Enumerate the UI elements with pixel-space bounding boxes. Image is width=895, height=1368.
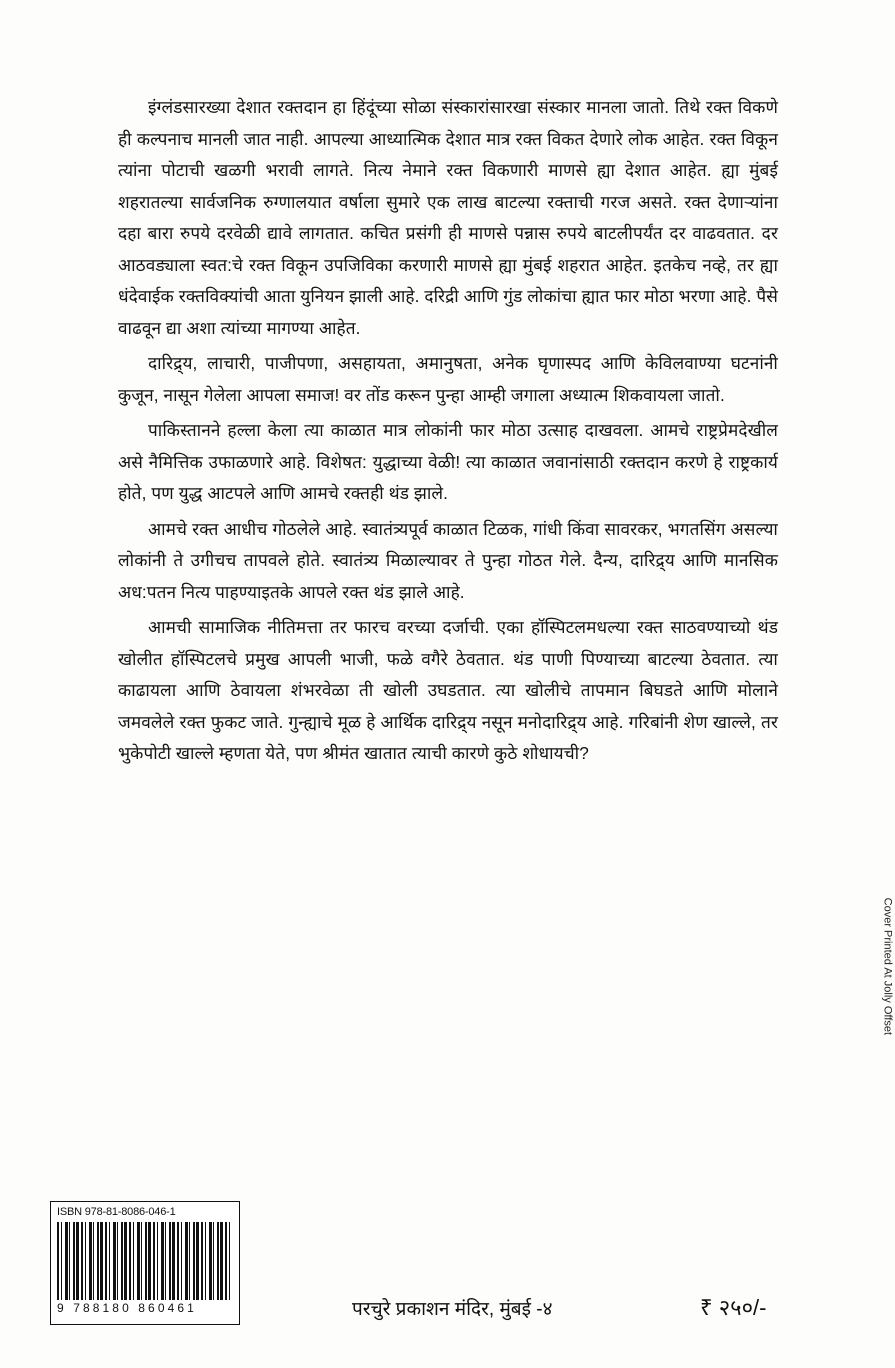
cover-credit: Cover Printed At Jolly Offset [881, 897, 893, 1035]
paragraph-3: पाकिस्तानने हल्ला केला त्या काळात मात्र लोकांनी फार मोठा उत्साह दाखवला. आमचे राष्ट्रप्रेमदेखील असे नैमित्तिक उफाळणारे आहे. विशेषत: युद्धाच्या वेळी! त्या काळात जवानांसाठी रक्तदान करणे हे राष्ट्रकार्य होते, पण युद्ध आटपले आणि आमचे रक्तही थंड झाले. [118, 420, 778, 503]
barcode-digits: 9 788180 860461 [57, 1301, 197, 1315]
price-label: ₹ २५०/- [700, 1295, 767, 1320]
isbn-barcode [50, 1201, 240, 1325]
paragraph-5: आमची सामाजिक नीतिमत्ता तर फारच वरच्या दर्जाची. एका हॉस्पिटलमधल्या रक्त साठवण्याच्यो थंड खोलीत हॉस्पिटलचे प्रमुख आपली भाजी, फळे वगैरे ठेवतात. थंड पाणी पिण्याच्या बाटल्या ठेवतात. त्या काढायला आणि ठेवायला शंभरवेळा ती खोली उघडतात. त्या खोलीचे तापमान बिघडते आणि मोलाने जमवलेले रक्त फुकट जाते. गुन्ह्याचे मूळ हे आर्थिक दारिद्र्य नसून मनोदारिद्र्य आहे. गरिबांनी शेण खाल्ले, तर भुकेपोटी खाल्ले म्हणता येते, पण श्रीमंत खातात त्याची कारणे कुठे शोधायची? [118, 617, 778, 763]
paragraph-2: दारिद्र्य, लाचारी, पाजीपणा, असहायता, अमानुषता, अनेक घृणास्पद आणि केविलवाण्या घटनांनी कुजून, नासून गेलेला आपला समाज! वर तोंड करून पुन्हा आम्ही जगाला अध्यात्म शिकवायला जातो. [118, 353, 778, 405]
barcode-bars-icon [57, 1222, 233, 1300]
isbn-label: ISBN 978-81-8086-046-1 [57, 1206, 176, 1218]
paragraph-1: इंग्लंडसारख्या देशात रक्तदान हा हिंदूंच्या सोळा संस्कारांसारखा संस्कार मानला जातो. तिथे रक्त विकणे ही कल्पनाच मानली जात नाही. आपल्या आध्यात्मिक देशात मात्र रक्त विकत देणारे लोक आहेत. रक्त विकून त्यांना पोटाची खळगी भरावी लागते. नित्य नेमाने रक्त विकणारी माणसे ह्या देशात आहेत. ह्या मुंबई शहरातल्या सार्वजनिक रुग्णालयात वर्षाला सुमारे एक लाख बाटल्या रक्ताची गरज असते. रक्त देणाऱ्यांना दहा बारा रुपये दरवेळी द्यावे लागतात. कचित प्रसंगी ही माणसे पन्नास रुपये बाटलीपर्यंत दर वाढवतात. दर आठवड्याला स्वत:चे रक्त विकून उपजिविका करणारी माणसे ह्या मुंबई शहरात आहेत. इतकेच नव्हे, तर ह्या धंदेवाईक रक्तविक्यांची आता युनियन झाली आहे. दरिद्री आणि गुंड लोकांचा ह्यात फार मोठा भरणा आहे. पैसे वाढवून द्या अशा त्यांच्या मागण्या आहेत. [118, 97, 778, 338]
body-text-block [118, 92, 778, 770]
paragraph-4: आमचे रक्त आधीच गोठलेले आहे. स्वातंत्र्यपूर्व काळात टिळक, गांधी किंवा सावरकर, भगतसिंग असल्या लोकांनी ते उगीचच तापवले होते. स्वातंत्र्य मिळाल्यावर ते पुन्हा गोठत गेले. दैन्य, दारिद्र्य आणि मानसिक अध:पतन नित्य पाहण्याइतके आपले रक्त थंड झाले आहे. [118, 518, 778, 602]
publisher-name: परचुरे प्रकाशन मंदिर, मुंबई -४ [352, 1299, 553, 1320]
